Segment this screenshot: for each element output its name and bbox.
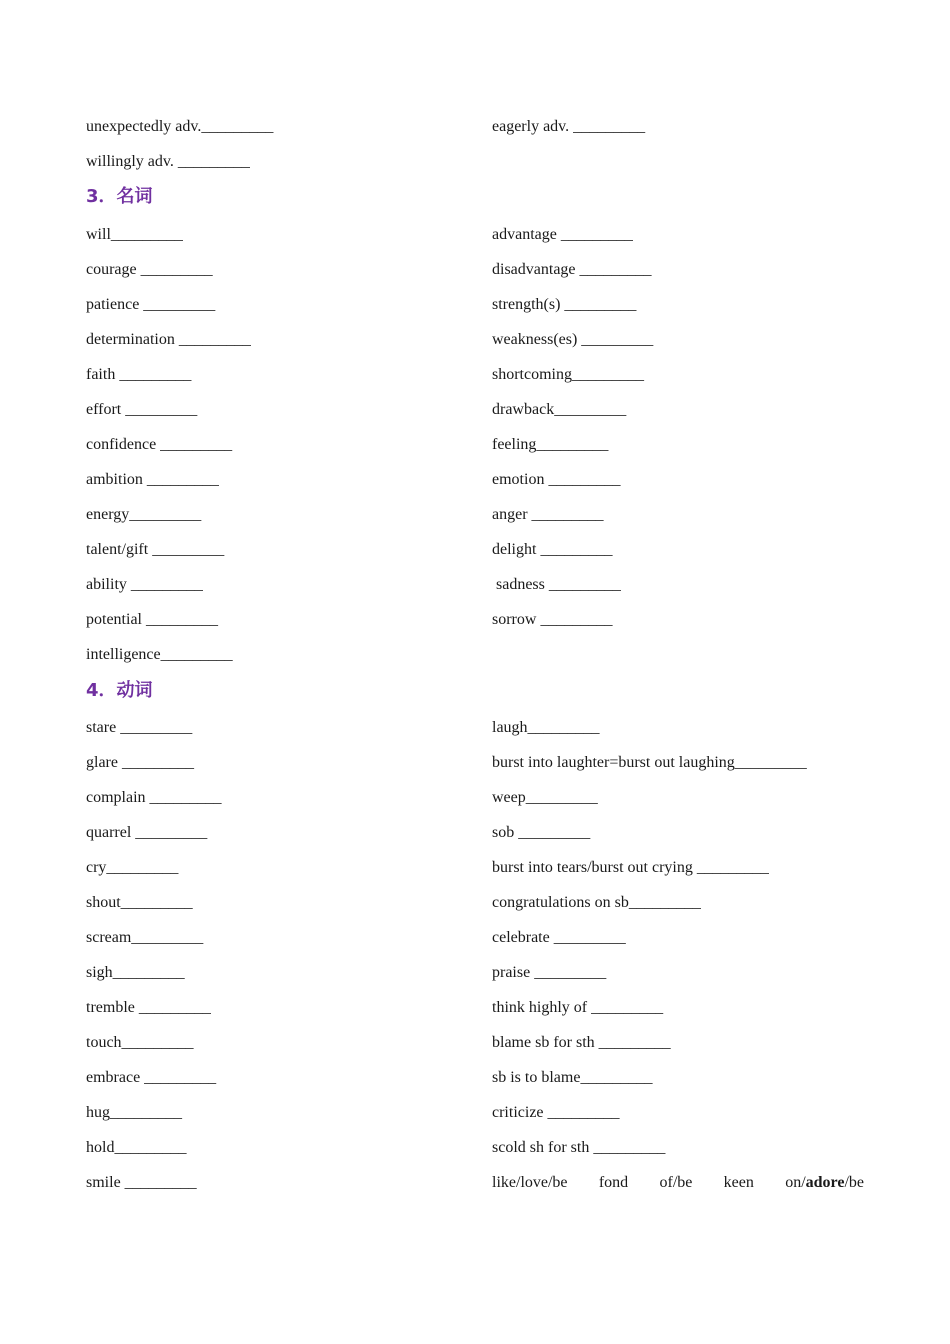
vocab-item: advantage _________ [492, 226, 633, 243]
vocab-row [86, 1032, 886, 1054]
vocab-row [86, 574, 886, 596]
vocab-row [86, 1067, 886, 1089]
vocab-item: feeling_________ [492, 436, 609, 453]
vocab-item: tremble _________ [86, 999, 211, 1016]
vocab-row [86, 294, 886, 316]
vocab-item: praise _________ [492, 964, 607, 981]
vocab-item: confidence _________ [86, 436, 233, 453]
vocab-item: willingly adv. _________ [86, 153, 250, 170]
word-part-group [785, 1172, 864, 1194]
vocab-row [86, 151, 886, 173]
vocab-row [86, 644, 886, 666]
vocab-item: energy_________ [86, 506, 202, 523]
word-part: of/be [659, 1174, 693, 1191]
vocab-item: blame sb for sth _________ [492, 1034, 671, 1051]
vocab-item: eagerly adv. _________ [492, 118, 646, 135]
vocab-item: congratulations on sb_________ [492, 894, 701, 911]
vocab-row [86, 1102, 886, 1124]
vocab-row [86, 1172, 886, 1194]
vocab-item: weep_________ [492, 789, 598, 806]
vocab-item: quarrel _________ [86, 824, 208, 841]
vocab-item: glare _________ [86, 754, 194, 771]
vocab-item: smile _________ [86, 1174, 197, 1191]
vocab-item: think highly of _________ [492, 999, 664, 1016]
vocab-item: drawback_________ [492, 401, 627, 418]
vocab-item: faith _________ [86, 366, 192, 383]
section-heading-verbs: 4．动词 [86, 680, 153, 701]
vocab-row [86, 259, 886, 281]
vocab-item: hold_________ [86, 1139, 187, 1156]
vocab-row [86, 927, 886, 949]
vocab-row [86, 717, 886, 739]
word-part: keen [723, 1174, 754, 1191]
vocab-row [86, 857, 886, 879]
word-part: like/love/be [492, 1174, 568, 1191]
vocab-item: unexpectedly adv._________ [86, 118, 274, 135]
vocab-row [86, 469, 886, 491]
vocab-row [86, 434, 886, 456]
word-part-bold: adore [805, 1174, 845, 1191]
vocab-item: touch_________ [86, 1034, 194, 1051]
vocab-item: shout_________ [86, 894, 193, 911]
vocab-row [86, 822, 886, 844]
vocab-item: sb is to blame_________ [492, 1069, 653, 1086]
vocab-item-justified [492, 1172, 864, 1194]
vocab-item: sadness _________ [492, 576, 621, 593]
word-part: /be [844, 1174, 864, 1191]
vocab-item: shortcoming_________ [492, 366, 644, 383]
vocab-item: effort _________ [86, 401, 198, 418]
vocab-row [86, 116, 886, 138]
vocab-row [86, 962, 886, 984]
vocab-item: hug_________ [86, 1104, 182, 1121]
vocab-row [86, 609, 886, 631]
vocab-item: ambition _________ [86, 471, 219, 488]
vocab-item: will_________ [86, 226, 183, 243]
vocab-item: sob _________ [492, 824, 591, 841]
vocab-item: stare _________ [86, 719, 193, 736]
vocab-row [86, 364, 886, 386]
vocab-row [86, 892, 886, 914]
vocab-row [86, 224, 886, 246]
vocab-item: complain _________ [86, 789, 222, 806]
vocab-item: sorrow _________ [492, 611, 613, 628]
vocab-item: burst into tears/burst out crying _________ [492, 859, 769, 876]
vocab-row [86, 504, 886, 526]
vocab-item: ability _________ [86, 576, 203, 593]
vocab-item: talent/gift _________ [86, 541, 225, 558]
word-part: on/ [785, 1174, 806, 1191]
vocab-item: strength(s) _________ [492, 296, 637, 313]
vocab-item: sigh_________ [86, 964, 185, 981]
vocab-item: disadvantage _________ [492, 261, 652, 278]
vocab-item: embrace _________ [86, 1069, 217, 1086]
vocab-item: laugh_________ [492, 719, 600, 736]
vocab-item: patience _________ [86, 296, 216, 313]
vocab-row [86, 399, 886, 421]
vocab-row [86, 787, 886, 809]
vocab-item: emotion _________ [492, 471, 621, 488]
vocab-row [86, 752, 886, 774]
word-part: fond [598, 1174, 629, 1191]
vocab-item: cry_________ [86, 859, 179, 876]
vocab-item: scream_________ [86, 929, 204, 946]
vocab-item: intelligence_________ [86, 646, 233, 663]
vocab-item: scold sh for sth _________ [492, 1139, 666, 1156]
vocab-item: determination _________ [86, 331, 251, 348]
section-heading-nouns: 3．名词 [86, 186, 153, 207]
vocab-row [86, 329, 886, 351]
vocab-row [86, 539, 886, 561]
vocab-row [86, 1137, 886, 1159]
vocab-item: courage _________ [86, 261, 213, 278]
vocab-item: weakness(es) _________ [492, 331, 654, 348]
vocab-row [86, 997, 886, 1019]
vocab-item: anger _________ [492, 506, 604, 523]
vocab-item: delight _________ [492, 541, 613, 558]
vocab-item: potential _________ [86, 611, 218, 628]
vocab-item: criticize _________ [492, 1104, 620, 1121]
vocab-item: burst into laughter=burst out laughing_________ [492, 754, 807, 771]
vocab-item: celebrate _________ [492, 929, 626, 946]
